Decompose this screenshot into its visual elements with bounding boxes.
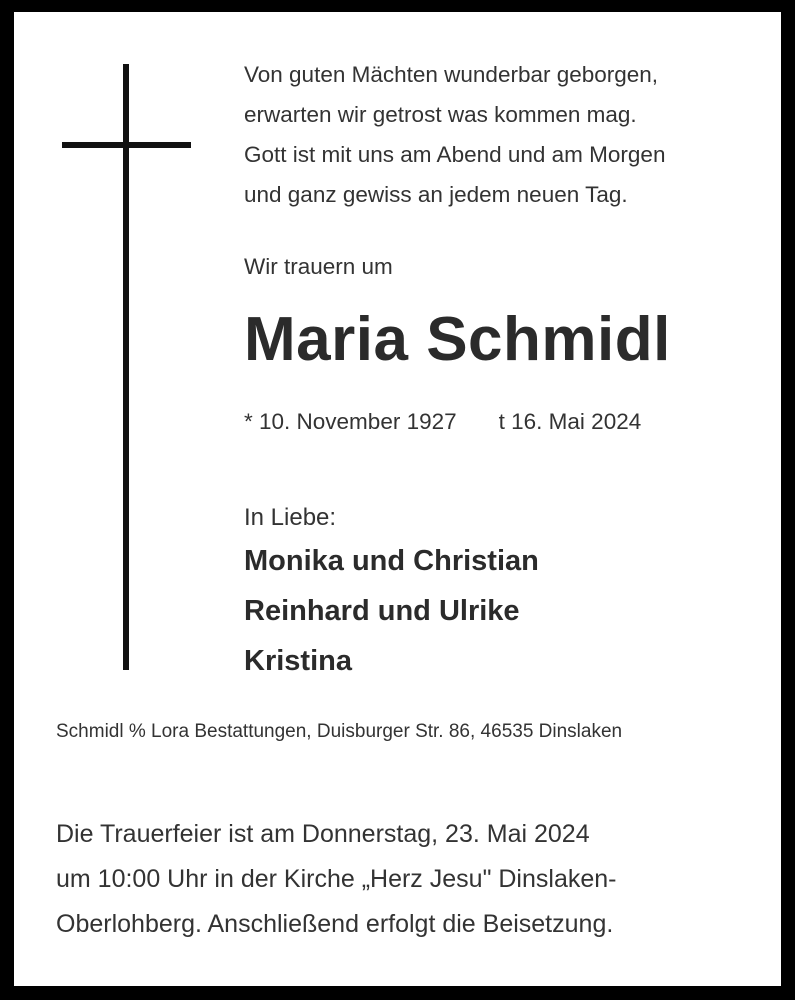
contact-address: Schmidl % Lora Bestattungen, Duisburger Str. 86, 46535 Dinslaken xyxy=(56,721,623,742)
obituary-notice xyxy=(14,12,781,986)
deceased-name: Maria Schmidl xyxy=(244,305,671,374)
verse-line: Gott ist mit uns am Abend und am Morgen xyxy=(244,142,666,167)
ceremony-line: Oberlohberg. Anschließend erfolgt die Beisetzung. xyxy=(56,910,614,938)
verse-line: erwarten wir getrost was kommen mag. xyxy=(244,102,637,127)
intro-text: Wir trauern um xyxy=(244,254,393,279)
ceremony-line: Die Trauerfeier ist am Donnerstag, 23. Mai 2024 xyxy=(56,820,590,848)
mourner-name: Monika und Christian xyxy=(244,545,539,577)
verse-line: Von guten Mächten wunderbar geborgen, xyxy=(244,62,659,87)
life-dates xyxy=(244,407,641,437)
ceremony-line: um 10:00 Uhr in der Kirche „Herz Jesu" Dinslaken- xyxy=(56,865,617,893)
ceremony-info xyxy=(56,812,756,947)
verse xyxy=(244,55,764,215)
cross-vertical-bar xyxy=(123,64,129,670)
mourner-name: Kristina xyxy=(244,645,352,677)
birth-date: * 10. November 1927 xyxy=(244,409,457,434)
cross-horizontal-bar xyxy=(62,142,191,148)
verse-line: und ganz gewiss an jedem neuen Tag. xyxy=(244,182,628,207)
love-label: In Liebe: xyxy=(244,504,337,531)
mourners-list xyxy=(244,536,539,686)
death-date: t 16. Mai 2024 xyxy=(498,409,642,434)
mourner-name: Reinhard und Ulrike xyxy=(244,595,520,627)
